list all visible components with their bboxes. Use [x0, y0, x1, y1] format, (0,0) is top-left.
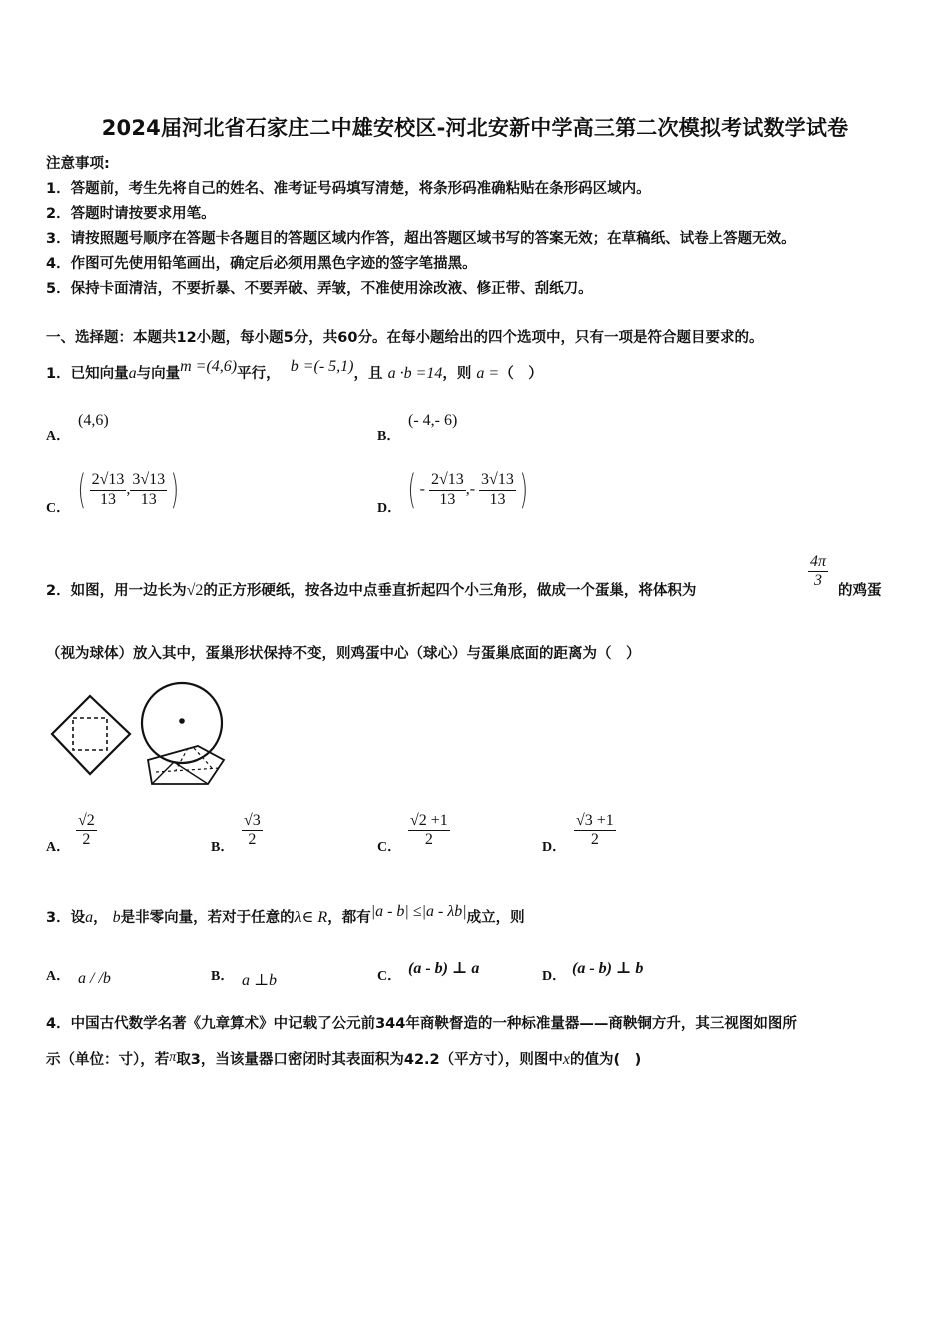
q3-option-d[interactable]: (a - b) ⊥ b	[572, 960, 644, 977]
q1-option-d-label[interactable]: D．	[377, 501, 402, 516]
q3-option-c-label[interactable]: C．	[377, 969, 402, 984]
q1-option-a[interactable]: (4,6)	[78, 412, 109, 429]
question-2-stem-line2: （视为球体）放入其中，蛋巢形状保持不变，则鸡蛋中心（球心）与蛋巢底面的距离为（ ）	[46, 646, 641, 662]
question-4-stem-line2: 示（单位：寸），若π取3，当该量器口密闭时其表面积为42.2（平方寸），则图中x的值为( )	[46, 1050, 642, 1068]
q1-option-b[interactable]: (- 4,- 6)	[408, 412, 458, 429]
q1-option-c[interactable]: ( $\frac{2√13}{13}$ , $\frac{3√13}{13}$ )	[77, 467, 180, 513]
q3-option-d-label[interactable]: D．	[542, 969, 567, 984]
question-3-stem: 3．设a， b是非零向量，若对于任意的λ∈ R，都有|a - b| ≤|a - λb|成立，则	[46, 903, 525, 926]
egg-nest-figure	[48, 676, 228, 788]
q2-volume-fraction: $\frac{4\pi}{3}$	[810, 553, 827, 590]
q3-option-b[interactable]: a ⊥b	[242, 972, 278, 989]
page-title: 2024届河北省石家庄二中雄安校区-河北安新中学高三第二次模拟考试数学试卷	[101, 116, 849, 140]
notice-item-1: 1．答题前，考生先将自己的姓名、准考证号码填写清楚，将条形码准确粘贴在条形码区域内。	[46, 181, 651, 197]
q2-option-c-label[interactable]: C．	[377, 840, 402, 855]
egg-in-nest-diagram	[142, 683, 224, 784]
notice-item-4: 4．作图可先使用铅笔画出，确定后必须用黑色字迹的签字笔描黑。	[46, 256, 477, 272]
question-2-stem: 2．如图，用一边长为√2的正方形硬纸，按各边中点垂直折起四个小三角形，做成一个蛋巢，将体积为	[46, 582, 697, 599]
notice-item-5: 5．保持卡面清洁，不要折暴、不要弄破、弄皱，不准使用涂改液、修正带、刮纸刀。	[46, 281, 593, 297]
q2-option-b-label[interactable]: B．	[211, 840, 235, 855]
folded-square-diagram	[52, 696, 130, 774]
q3-option-c[interactable]: (a - b) ⊥ a	[408, 960, 480, 977]
q1-option-d[interactable]: ( - $\frac{2√13}{13}$ ,- $\frac{3√13}{13}$ )	[407, 467, 528, 513]
notice-item-3: 3．请按照题号顺序在答题卡各题目的答题区域内作答，超出答题区域书写的答案无效；在草稿纸、试卷上答题无效。	[46, 231, 796, 247]
q2-option-d-label[interactable]: D．	[542, 840, 567, 855]
q2-option-d[interactable]: $\frac{√3 +1}{2}$	[576, 812, 614, 849]
q3-option-a-label[interactable]: A．	[46, 969, 71, 984]
q2-option-b[interactable]: $\frac{√3}{2}$	[244, 812, 261, 849]
question-2-stem-end: 的鸡蛋	[838, 583, 882, 599]
q3-option-b-label[interactable]: B．	[211, 969, 235, 984]
question-4-stem-line1: 4．中国古代数学名著《九章算术》中记载了公元前344年商鞅督造的一种标准量器——商鞅铜方升，其三视图如图所	[46, 1016, 797, 1032]
q2-option-a-label[interactable]: A．	[46, 840, 71, 855]
q2-option-c[interactable]: $\frac{√2 +1}{2}$	[410, 812, 448, 849]
q1-option-a-label[interactable]: A．	[46, 429, 71, 444]
q3-option-a[interactable]: a / /b	[78, 970, 111, 987]
q1-option-b-label[interactable]: B．	[377, 429, 401, 444]
notice-heading: 注意事项:	[46, 156, 110, 172]
q1-option-c-label[interactable]: C．	[46, 501, 71, 516]
question-1-stem: 1．已知向量a与向量m =(4,6)平行， b =(- 5,1)，且 a ·b =14，则 a =（ ）	[46, 358, 543, 382]
notice-item-2: 2．答题时请按要求用笔。	[46, 206, 216, 222]
section-heading: 一、选择题：本题共12小题，每小题5分，共60分。在每小题给出的四个选项中，只有一项是符合题目要求的。	[46, 330, 764, 346]
q2-option-a[interactable]: $\frac{√2}{2}$	[78, 812, 95, 849]
